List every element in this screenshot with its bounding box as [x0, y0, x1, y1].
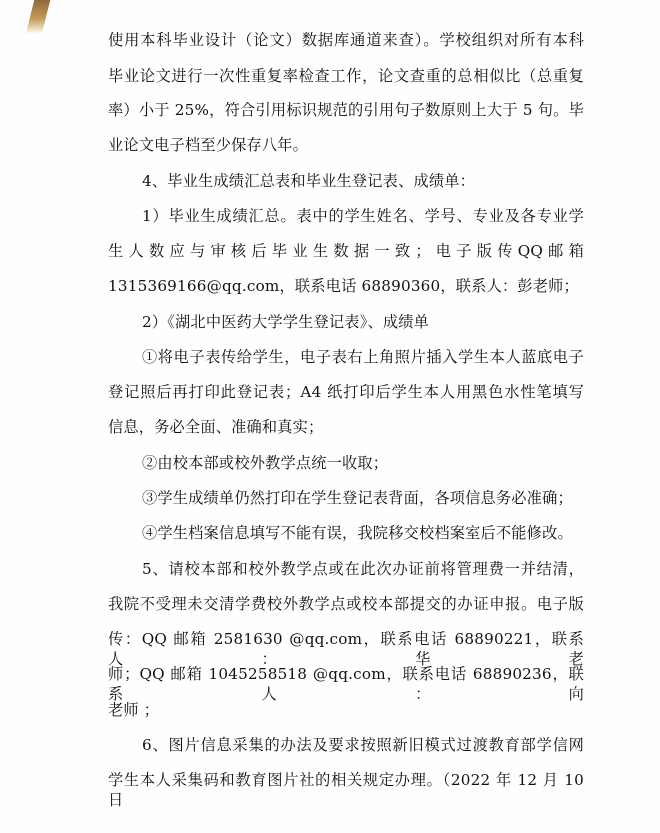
section-heading: 4、毕业生成绩汇总表和毕业生登记表、成绩单：	[142, 172, 476, 190]
text-line: 传：QQ 邮箱 2581630 @qq.com，联系电话 68890221，联系人：华老	[108, 630, 584, 668]
text-line: 生 人 数 应 与 审 核 后 毕 业 生 数 据 一 致 ； 电 子 版 传 QQ 邮 箱	[108, 242, 584, 260]
binding-mark	[26, 0, 50, 34]
text-line: 1315369166@qq.com，联系电话 68890360，联系人：彭老师；	[108, 277, 579, 295]
list-item: ②由校本部或校外教学点统一收取；	[142, 454, 389, 472]
subsection-heading: 2）《湖北中医药大学学生登记表》、成绩单	[142, 313, 430, 331]
text-line: ①将电子表传给学生，电子表右上角照片插入学生本人蓝底电子	[142, 348, 584, 366]
text-line: 毕业论文进行一次性重复率检查工作，论文查重的总相似比（总重复	[108, 67, 584, 85]
text-line: 使用本科毕业设计（论文）数据库通道来查）。学校组织对所有本科	[108, 31, 584, 49]
list-item: ③学生成绩单仍然打印在学生登记表背面，各项信息务必准确；	[142, 489, 573, 507]
text-line: 老师 ；	[108, 701, 160, 719]
text-line: 信息，务必全面、准确和真实；	[108, 418, 324, 436]
list-item: ④学生档案信息填写不能有误，我院移交校档案室后不能修改。	[142, 524, 573, 542]
text-line: 1）毕业生成绩汇总。表中的学生姓名、学号、专业及各专业学	[142, 207, 584, 225]
text-line: 师；QQ 邮箱 1045258518 @qq.com，联系电话 68890236，联系人：向	[108, 665, 584, 703]
section-heading: 6、图片信息采集的办法及要求按照新旧模式过渡教育部学信网	[142, 736, 584, 754]
text-line: 率）小于 25%，符合引用标识规范的引用句子数原则上大于 5 句。毕	[108, 101, 584, 119]
text-line: 登记照后再打印此登记表；A4 纸打印后学生本人用黑色水性笔填写	[108, 383, 584, 401]
section-heading: 5、请校本部和校外教学点或在此次办证前将管理费一并结清，	[142, 560, 584, 578]
text-line: 我院不受理未交清学费校外教学点或校本部提交的办证申报。电子版	[108, 595, 584, 613]
text-line: 学生本人采集码和教育图片社的相关规定办理。（2022 年 12 月 10 日	[108, 771, 584, 809]
text-line: 业论文电子档至少保存八年。	[108, 136, 309, 154]
